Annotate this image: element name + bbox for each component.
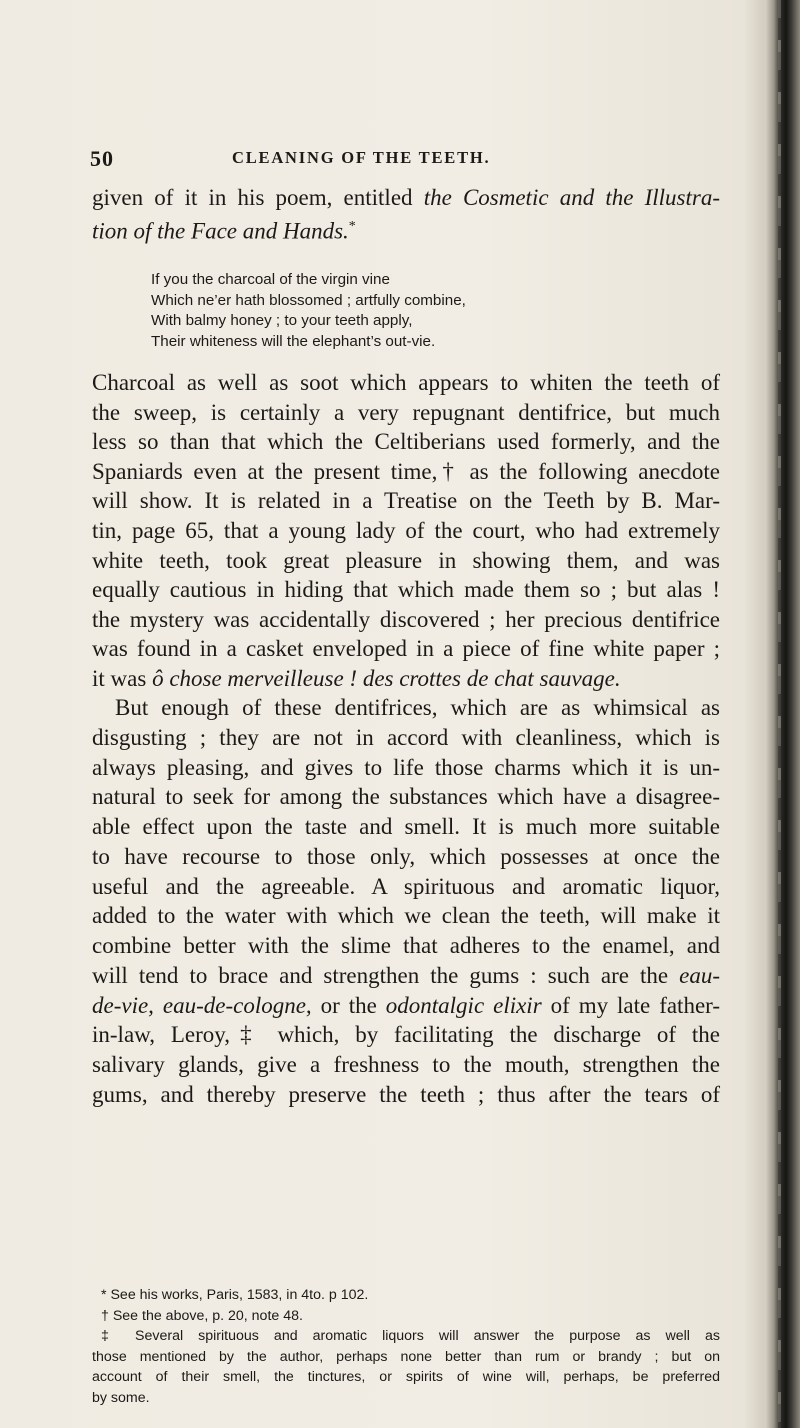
book-binding-edge xyxy=(765,0,800,1428)
poem-title-cont: tion of the Face and Hands. xyxy=(92,218,349,244)
verse-line: Their whiteness will the elephant’s out-vie. xyxy=(151,332,436,350)
text-line: was found in a casket enveloped in a piece of fine white paper ; xyxy=(92,636,720,662)
text-line: But enough of these dentifrices, which are as whimsical as xyxy=(115,695,720,720)
text-line: it was ô chose merveilleuse ! des crottes de chat sauvage. xyxy=(92,665,621,691)
footnote-cont: account of their smell, the tinctures, or spirits of wine will, perhaps, be preferred xyxy=(92,1369,720,1386)
verse-line: With balmy honey ; to your teeth apply, xyxy=(151,312,413,329)
footnote-cont: by some. xyxy=(92,1389,150,1406)
verse-line: If you the charcoal of the virgin vine xyxy=(151,271,390,288)
text-line: always pleasing, and gives to life those charms which it is un- xyxy=(92,754,720,780)
text-line: equally cautious in hiding that which made them so ; but alas ! xyxy=(92,577,720,603)
text-line: combine better with the slime that adheres to the enamel, and xyxy=(92,933,720,958)
text-line: will show. It is related in a Treatise on the Teeth by B. Mar- xyxy=(92,488,720,514)
text-line: able effect upon the taste and smell. It is much more suitable xyxy=(92,814,720,839)
paragraph-2 xyxy=(92,693,720,1110)
footnote-cont: those mentioned by the author, perhaps none better than rum or brandy ; but on xyxy=(92,1348,720,1365)
text-line: de-vie, eau-de-cologne, or the odontalgic elixir of my late father- xyxy=(92,992,721,1018)
text-line: Spaniards even at the present time,† as the following anecdote xyxy=(92,458,720,484)
text-line: the mystery was accidentally discovered ; her precious dentifrice xyxy=(92,606,720,632)
text-line: less so than that which the Celtiberians used formerly, and the xyxy=(92,429,720,455)
text-line: salivary glands, give a freshness to the mouth, strengthen the xyxy=(92,1052,720,1077)
text-line: given of it in his poem, entitled the Cosmetic and the Illustra- xyxy=(92,185,720,210)
text-line: will tend to brace and strengthen the gums : such are the eau- xyxy=(92,962,720,988)
footnote: ‡ Several spirituous and aromatic liquors will answer the purpose as well as xyxy=(101,1328,720,1345)
text-line: useful and the agreeable. A spirituous and aromatic liquor, xyxy=(92,873,720,899)
footnotes xyxy=(92,1285,720,1409)
footnote: * See his works, Paris, 1583, in 4to. p 102. xyxy=(101,1287,369,1303)
text-line xyxy=(92,212,720,246)
text-line: Charcoal as well as soot which appears to whiten the teeth of xyxy=(92,370,720,395)
text-line: natural to seek for among the substances which have a disagree- xyxy=(92,784,720,810)
text-line: in-law, Leroy,‡ which, by facilitating the discharge of the xyxy=(92,1022,720,1048)
binding-shadow xyxy=(778,0,781,1428)
footnote: † See the above, p. 20, note 48. xyxy=(101,1307,303,1324)
poem-title: the Cosmetic and the Illustra- xyxy=(423,185,720,210)
verse-quote xyxy=(151,270,711,352)
text-line: white teeth, took great pleasure in showing them, and was xyxy=(92,547,720,573)
text-line: the sweep, is certainly a very repugnant dentifrice, but much xyxy=(92,399,720,425)
verse-line: Which ne’er hath blossomed ; artfully combine, xyxy=(151,291,466,309)
text-line: to have recourse to those only, which possesses at once the xyxy=(92,843,720,869)
text-line: disgusting ; they are not in accord with cleanliness, which is xyxy=(92,724,720,750)
text-line: tin, page 65, that a young lady of the court, who had extremely xyxy=(92,517,720,543)
running-head xyxy=(90,146,730,170)
page-number: 50 xyxy=(90,146,114,171)
text-line: gums, and thereby preserve the teeth ; thus after the tears of xyxy=(92,1081,720,1107)
footnote-marker: * xyxy=(348,219,356,235)
paragraph-1 xyxy=(92,368,720,694)
french-quote: ô chose merveilleuse ! des crottes de chat sauvage. xyxy=(152,665,621,691)
text-line: added to the water with which we clean the teeth, will make it xyxy=(92,903,720,929)
intro-paragraph xyxy=(92,183,720,246)
running-title: CLEANING OF THE TEETH. xyxy=(232,148,491,167)
